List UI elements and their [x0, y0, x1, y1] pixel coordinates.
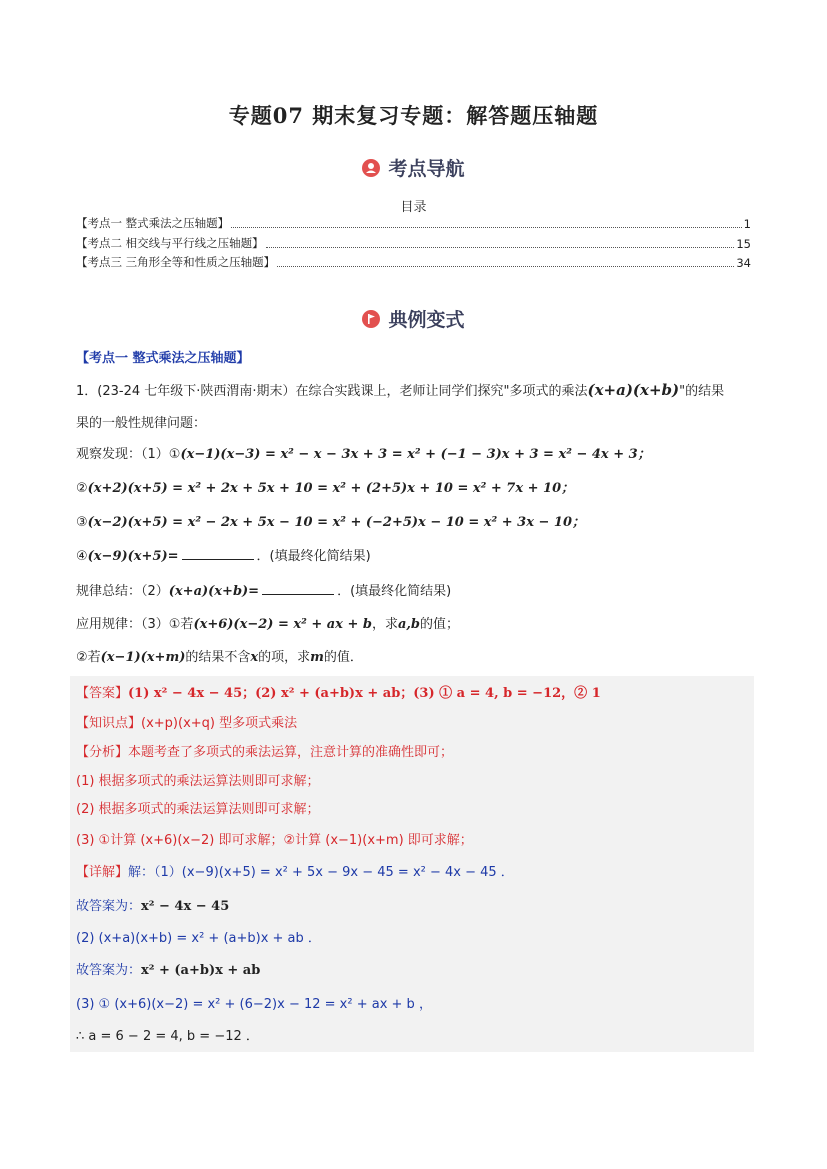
- detail-step-4: ∴ a = 6 − 2 = 4, b = −12 ．: [76, 1029, 259, 1044]
- toc-item[interactable]: [76, 254, 751, 270]
- toc-item-page: 34: [736, 256, 751, 270]
- nav-heading-label: 考点导航: [388, 158, 465, 180]
- toc-item-label: 【考点二 相交线与平行线之压轴题】: [76, 236, 264, 250]
- flag-icon: [362, 310, 380, 328]
- intro-expression: (x+a)(x+b): [587, 381, 680, 399]
- toc-item-page: 1: [743, 217, 751, 231]
- toc-leader: [277, 266, 734, 267]
- observe-expr-4: (x−9)(x+5)=: [87, 549, 179, 564]
- analysis-text: 本题考查了多项式的乘法运算，注意计算的准确性即可；: [128, 745, 454, 760]
- apply2-text: 的结果不含: [185, 650, 251, 665]
- apply-vars: a,b: [397, 617, 421, 632]
- apply-line2: [76, 646, 363, 665]
- toc-item-page: 15: [736, 237, 751, 251]
- analysis-step-1: (1) 根据多项式的乘法运算法则即可求解；: [76, 774, 320, 789]
- result-expr: x² − 4x − 45: [141, 899, 230, 914]
- apply-text-tail: 的值；: [420, 617, 460, 632]
- analysis-line: [76, 741, 453, 760]
- apply-line1: [76, 613, 459, 632]
- observe-line3: [76, 511, 585, 530]
- example-heading-label: 典例变式: [388, 309, 465, 331]
- knowledge-label: 【知识点】: [76, 716, 142, 731]
- nav-heading: [0, 154, 827, 181]
- example-heading: [0, 305, 827, 332]
- detail-label: 【详解】: [76, 865, 129, 880]
- observe-expr-3: (x−2)(x+5) = x² − 2x + 5x − 10 = x² + (−2+5)x − 10 = x² + 3x − 10；: [87, 515, 586, 530]
- analysis-step-2: (2) 根据多项式的乘法运算法则即可求解；: [76, 802, 320, 817]
- answer-label: 【答案】: [76, 686, 129, 701]
- answer-blank[interactable]: [182, 547, 254, 560]
- rule-label: 规律总结：（2）: [76, 584, 169, 599]
- result-line-1: [76, 895, 229, 914]
- observe-expr-1: (x−1)(x−3) = x² − x − 3x + 3 = x² + (−1 − 3)x + 3 = x² − 4x + 3；: [180, 447, 651, 462]
- apply-text: ，求: [371, 617, 398, 632]
- result-expr: x² + (a+b)x + ab: [141, 963, 261, 978]
- toc-title: 目录: [400, 200, 427, 215]
- apply-expr: (x+6)(x−2) = x² + ax + b: [193, 617, 372, 632]
- intro-text: 1．(23-24 七年级下·陕西渭南·期末）在综合实践课上，老师让同学们探究"多项式的乘法: [76, 384, 588, 399]
- rule-line: [76, 580, 451, 599]
- page-title: 专题07 期末复习专题：解答题压轴题: [228, 103, 599, 128]
- result-label: 故答案为：: [76, 963, 142, 978]
- observe-mark-3: ③: [76, 515, 88, 530]
- detail-step-3: (3) ① (x+6)(x−2) = x² + (6−2)x − 12 = x² + ax + b ，: [76, 997, 432, 1012]
- toc-item-label: 【考点一 整式乘法之压轴题】: [76, 216, 230, 230]
- apply2-var-m: m: [310, 650, 324, 665]
- kaodian-heading: 【考点一 整式乘法之压轴题】: [76, 351, 250, 366]
- analysis-step-3: (3) ①计算 (x+6)(x−2) 即可求解；②计算 (x−1)(x+m) 即可求解；: [76, 833, 473, 848]
- toc-leader: [231, 227, 742, 228]
- toc-item-label: 【考点三 三角形全等和性质之压轴题】: [76, 255, 276, 269]
- result-line-2: [76, 959, 260, 978]
- problem-intro-line1: [76, 380, 724, 399]
- toc-leader: [266, 247, 735, 248]
- observe-line2: [76, 477, 574, 496]
- answer-blank[interactable]: [262, 582, 334, 595]
- knowledge-line: [76, 712, 297, 731]
- apply-label: 应用规律：（3）①若: [76, 617, 194, 632]
- detail-step-2: (2) (x+a)(x+b) = x² + (a+b)x + ab ．: [76, 931, 321, 946]
- detail-line: [76, 861, 514, 880]
- rule-expr: (x+a)(x+b)=: [168, 584, 260, 599]
- observe-line1: [76, 443, 651, 462]
- observe-label: 观察发现：（1）①: [76, 447, 181, 462]
- observe-tail-4: ．(填最终化简结果): [256, 549, 371, 564]
- rule-tail: ．(填最终化简结果): [337, 584, 452, 599]
- answer-text: (1) x² − 4x − 45；(2) x² + (a+b)x + ab；(3) ① a = 4, b = −12，② 1: [128, 686, 601, 701]
- detail-text: 解：（1）(x−9)(x+5) = x² + 5x − 9x − 45 = x² − 4x − 45 ．: [128, 865, 514, 880]
- observe-mark-2: ②: [76, 481, 88, 496]
- observe-line4: [76, 545, 371, 564]
- observe-expr-2: (x+2)(x+5) = x² + 2x + 5x + 10 = x² + (2+5)x + 10 = x² + 7x + 10；: [87, 481, 575, 496]
- observe-mark-4: ④: [76, 549, 88, 564]
- analysis-label: 【分析】: [76, 745, 129, 760]
- intro-text-tail: "的结果: [679, 384, 725, 399]
- apply2-text: 的项，求: [258, 650, 311, 665]
- apply2-var-x: x: [250, 650, 259, 665]
- apply2-expr: (x−1)(x+m): [100, 650, 186, 665]
- apply2-text: ②若: [76, 650, 101, 665]
- problem-intro-line2: 果的一般性规律问题：: [76, 416, 207, 431]
- knowledge-text: (x+p)(x+q) 型多项式乘法: [141, 716, 298, 731]
- person-icon: [362, 159, 380, 177]
- apply2-text: 的值．: [323, 650, 363, 665]
- answer-line: [76, 682, 601, 701]
- toc-item[interactable]: [76, 235, 751, 251]
- toc-item[interactable]: [76, 215, 751, 231]
- result-label: 故答案为：: [76, 899, 142, 914]
